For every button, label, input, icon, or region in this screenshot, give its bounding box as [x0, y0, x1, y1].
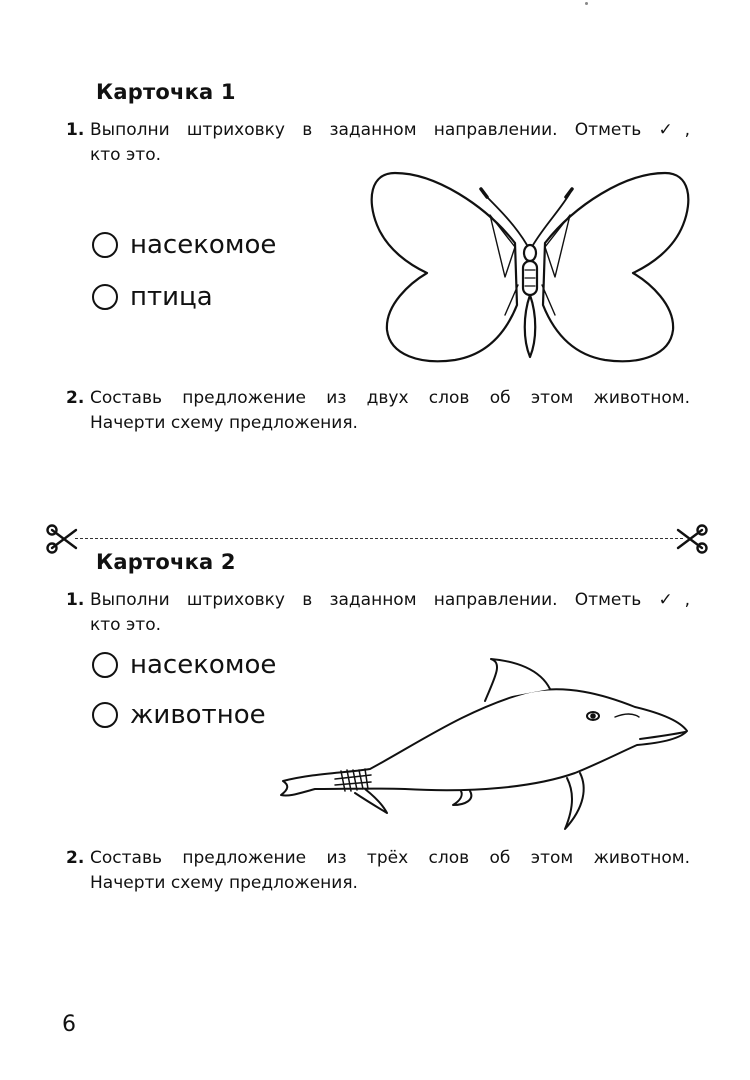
cut-line-divider — [75, 538, 683, 539]
card1-task2 — [66, 386, 706, 436]
card2-task1-number: 1. — [66, 590, 85, 610]
page-number: 6 — [62, 1012, 76, 1037]
card1-task1-line2: кто это. — [90, 145, 162, 165]
card1-title: Карточка 1 — [96, 80, 236, 104]
card2-option-insect[interactable] — [92, 650, 276, 680]
card2-task1 — [66, 588, 706, 638]
card1-task2-line2: Начерти схему предложения. — [90, 413, 358, 433]
radio-circle-icon[interactable] — [92, 284, 118, 310]
scissors-icon — [674, 522, 708, 556]
card2-task1-line2: кто это. — [90, 615, 162, 635]
card2-task2 — [66, 846, 706, 896]
card2-option-animal[interactable] — [92, 700, 266, 730]
scissors-icon — [46, 522, 80, 556]
card1-task2-number: 2. — [66, 388, 85, 408]
card1-option-bird[interactable] — [92, 282, 213, 312]
card1-option-bird-label: птица — [130, 282, 213, 312]
card1-task1 — [66, 118, 706, 168]
card1-task1-line1: Выполни штриховку в заданном направлении. Отметь ✓, — [90, 120, 690, 140]
card1-option-insect-label: насекомое — [130, 230, 277, 260]
card2-task1-line1: Выполни штриховку в заданном направлении. Отметь ✓, — [90, 590, 690, 610]
radio-circle-icon[interactable] — [92, 652, 118, 678]
dolphin-picture — [275, 655, 695, 835]
radio-circle-icon[interactable] — [92, 232, 118, 258]
scan-speck — [585, 2, 588, 5]
card2-option-animal-label: животное — [130, 700, 266, 730]
card1-task1-number: 1. — [66, 120, 85, 140]
card1-option-insect[interactable] — [92, 230, 276, 260]
card2-title: Карточка 2 — [96, 550, 236, 574]
card2-option-insect-label: насекомое — [130, 650, 277, 680]
card2-task2-number: 2. — [66, 848, 85, 868]
card2-task2-line1: Составь предложение из трёх слов об этом животном. — [90, 848, 690, 868]
card2-task2-line2: Начерти схему предложения. — [90, 873, 358, 893]
card1-task2-line1: Составь предложение из двух слов об этом животном. — [90, 388, 690, 408]
butterfly-picture — [365, 165, 695, 370]
radio-circle-icon[interactable] — [92, 702, 118, 728]
